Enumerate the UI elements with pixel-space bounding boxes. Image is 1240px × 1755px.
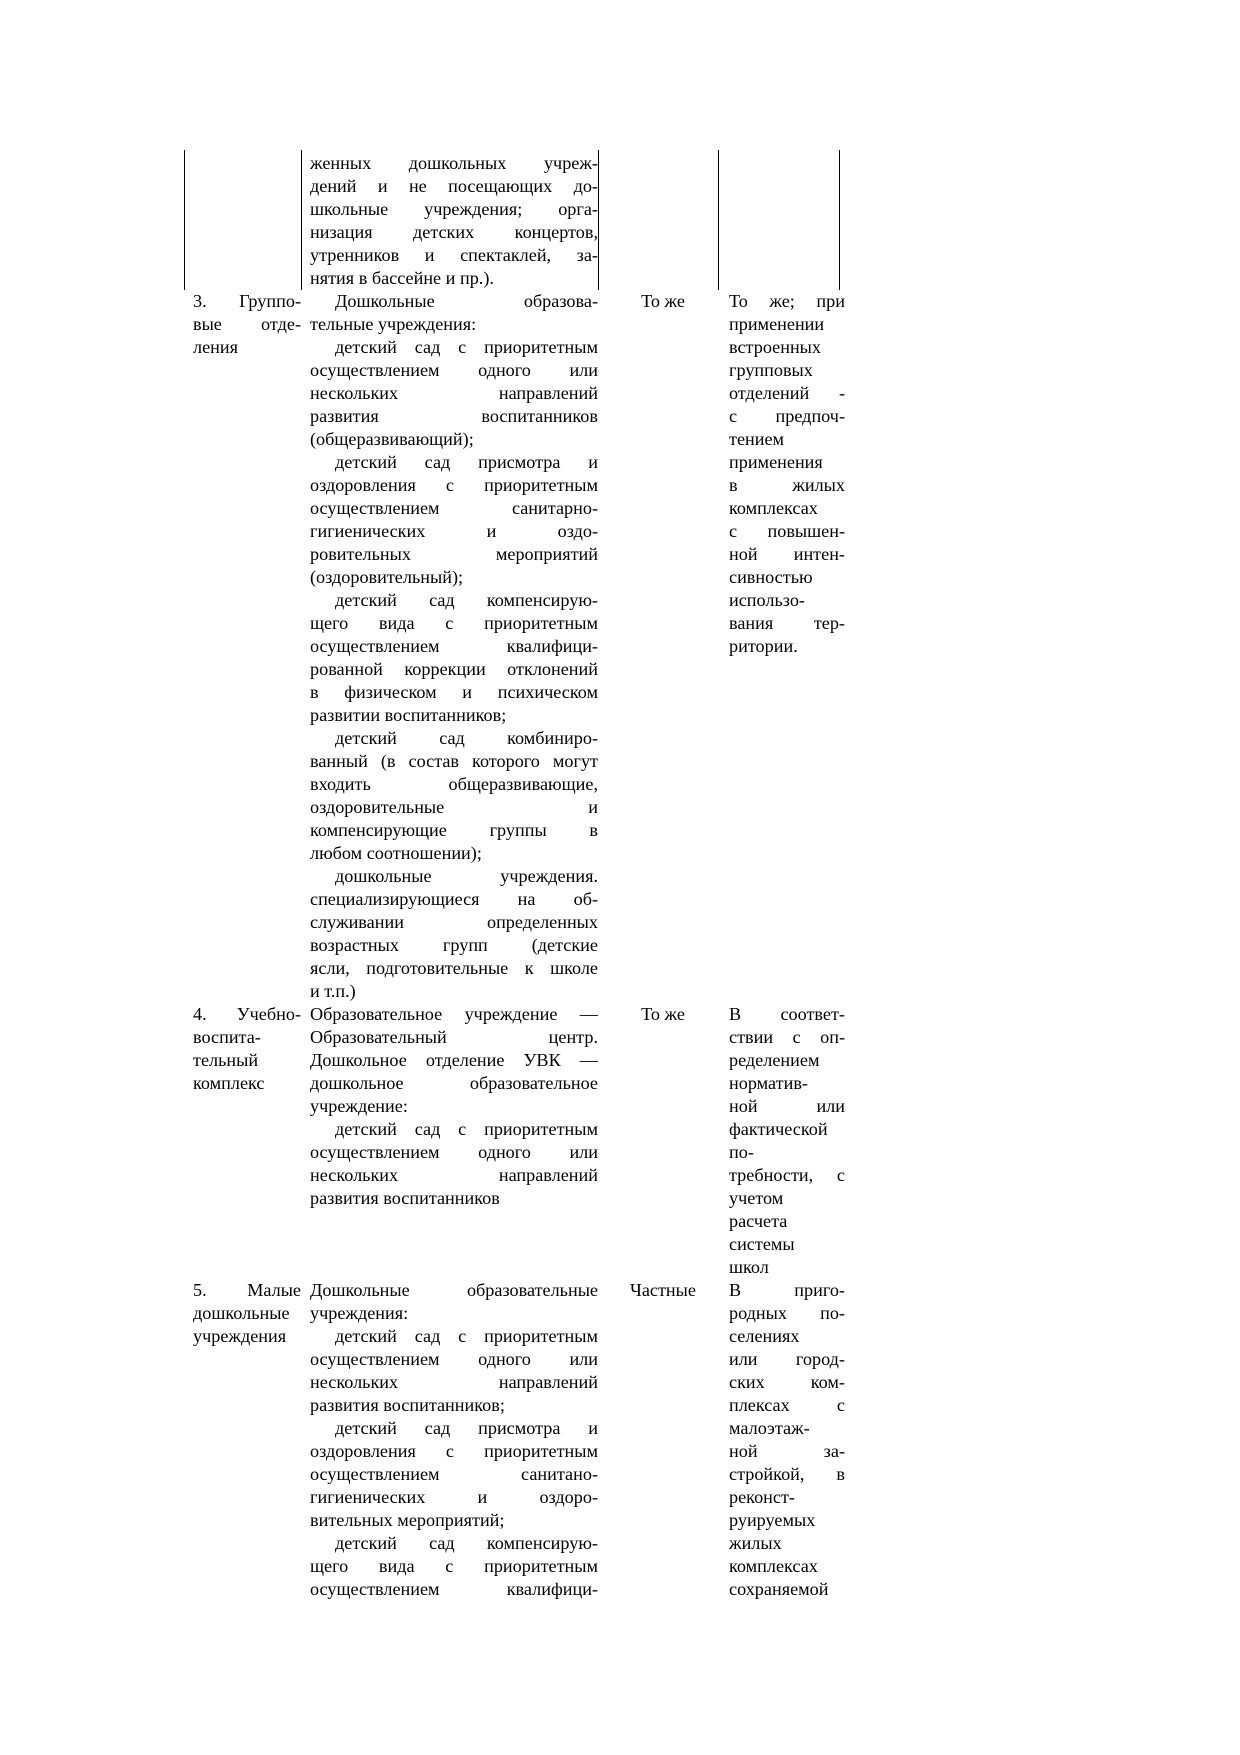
row-2-placement-note-line: ритории.: [729, 636, 798, 656]
row-3-placement-note-line: ределением: [729, 1050, 820, 1070]
row-3-name: [193, 1003, 301, 1095]
row-2-description-line: тельные учреждения:: [310, 314, 477, 334]
row-4-name-line: учреждения: [193, 1326, 287, 1346]
row-3-description-line: нескольких направлений: [310, 1165, 598, 1185]
row-2-placement-note-line: с повышен-: [729, 521, 845, 541]
row-2-description-line: специализирующиеся на об-: [310, 889, 598, 909]
row-4-placement-note: [729, 1279, 845, 1601]
row-3-name-line: 4. Учебно-: [193, 1004, 301, 1024]
row-4-placement-note-line: ских ком-: [729, 1372, 845, 1392]
row-3-description-line: дошкольное образовательное: [310, 1073, 598, 1093]
row-4-placement-note-line: сохраняемой: [729, 1579, 829, 1599]
row-4-placement-note-line: руируемых: [729, 1510, 816, 1530]
row-4-name-line: дошкольные: [193, 1303, 290, 1323]
row-3-name-line: комплекс: [193, 1073, 265, 1093]
row-2-name-line: вые отде-: [193, 314, 301, 334]
row-4-description: [310, 1279, 598, 1601]
row-4-placement-note-line: В приго-: [729, 1280, 845, 1300]
row-4-placement-note-line: малоэтаж-: [729, 1418, 810, 1438]
row-3-placement-note-line: системы: [729, 1234, 795, 1254]
row-1-description-line: утренников и спектаклей, за-: [310, 245, 598, 265]
row-3-description-line: детский сад с приоритетным: [335, 1119, 598, 1139]
row-2-placement-note-line: То же; при: [729, 291, 845, 311]
row-2-description-line: детский сад с приоритетным: [335, 337, 598, 357]
row-3-placement-note-line: учетом: [729, 1188, 784, 1208]
row-2-placement-note-line: в жилых: [729, 475, 845, 495]
row-1-description-line: женных дошкольных учреж-: [310, 153, 598, 173]
row-2-description-line: входить общеразвивающие,: [310, 774, 598, 794]
row-2-placement-note-line: сивностью: [729, 567, 813, 587]
row-4-name: [193, 1279, 301, 1348]
row-2-description-line: и т.п.): [310, 981, 356, 1001]
row-3-placement-note-line: ствии с оп-: [729, 1027, 845, 1047]
row-2-description-line: нескольких направлений: [310, 383, 598, 403]
row-1-description-line: школьные учреждения; орга-: [310, 199, 598, 219]
row-4-description-line: детский сад присмотра и: [335, 1418, 598, 1438]
row-2-placement-note-line: с предпоч-: [729, 406, 845, 426]
row-2-description-line: развитии воспитанников;: [310, 705, 507, 725]
row-2-ownership: То же: [641, 291, 685, 311]
row-3-placement-note-line: требности, с: [729, 1165, 845, 1185]
row-3-name-line: тельный: [193, 1050, 259, 1070]
row-3-description-line: осуществлением одного или: [310, 1142, 598, 1162]
row-2-description-line: оздоровительные и: [310, 797, 598, 817]
row-4-description-line: вительных мероприятий;: [310, 1510, 505, 1530]
row-4-description-line: Дошкольные образовательные: [310, 1280, 598, 1300]
table-border-right: [839, 150, 840, 290]
table-border-col2-left: [301, 150, 302, 290]
row-2-placement-note-line: ной интен-: [729, 544, 845, 564]
row-3-placement-note-line: расчета: [729, 1211, 788, 1231]
row-2-placement-note-line: групповых: [729, 360, 813, 380]
row-1-description-line: дений и не посещающих до-: [310, 176, 598, 196]
row-4-placement-note-line: ной за-: [729, 1441, 845, 1461]
row-4-placement-note-line: или город-: [729, 1349, 845, 1369]
row-2-name: [193, 290, 301, 359]
row-2-description-line: дошкольные учреждения.: [335, 866, 598, 886]
row-4-placement-note-line: стройкой, в: [729, 1464, 845, 1484]
row-4-placement-note-line: жилых: [729, 1533, 782, 1553]
row-2-description-line: гигиенических и оздо-: [310, 521, 598, 541]
row-2-description-line: детский сад компенсирую-: [335, 590, 598, 610]
row-1-description-line: нятия в бассейне и пр.).: [310, 268, 494, 288]
row-2-description-line: служивании определенных: [310, 912, 598, 932]
row-2-placement-note-line: комплексах: [729, 498, 818, 518]
row-2-description-line: в физическом и психическом: [310, 682, 598, 702]
row-2-placement-note-line: использо-: [729, 590, 805, 610]
row-3-placement-note-line: школ: [729, 1257, 769, 1277]
row-2-name-line: 3. Группо-: [193, 291, 301, 311]
row-4-description-line: детский сад с приоритетным: [335, 1326, 598, 1346]
row-2-description-line: (оздоровительный);: [310, 567, 464, 587]
row-3-placement-note-line: фактической: [729, 1119, 828, 1139]
row-4-description-line: оздоровления с приоритетным: [310, 1441, 598, 1461]
table-border-col4-left: [718, 150, 719, 290]
row-2-description-line: рованной коррекции отклонений: [310, 659, 598, 679]
row-2-description-line: ясли, подготовительные к школе: [310, 958, 598, 978]
row-2-description: [310, 290, 598, 1003]
row-4-placement-note-line: реконст-: [729, 1487, 795, 1507]
row-1-description-line: низация детских концертов,: [310, 222, 598, 242]
row-2-description-line: Дошкольные образова-: [335, 291, 598, 311]
row-3-placement-note: [729, 1003, 845, 1279]
row-2-description-line: ванный (в состав которого могут: [310, 751, 598, 771]
row-3-placement-note-line: В соответ-: [729, 1004, 845, 1024]
row-2-placement-note-line: вания тер-: [729, 613, 845, 633]
row-4-description-line: развития воспитанников;: [310, 1395, 505, 1415]
row-3-name-line: воспита-: [193, 1027, 261, 1047]
row-4-placement-note-line: селениях: [729, 1326, 800, 1346]
row-4-ownership: Частные: [630, 1280, 696, 1300]
row-2-description-line: детский сад комбиниро-: [335, 728, 598, 748]
row-2-description-line: любом соотношении);: [310, 843, 482, 863]
row-2-description-line: компенсирующие группы в: [310, 820, 598, 840]
row-2-placement-note: [729, 290, 845, 658]
row-2-description-line: осуществлением санитарно-: [310, 498, 598, 518]
row-3-placement-note-line: по-: [729, 1142, 754, 1162]
row-4-placement-note-line: родных по-: [729, 1303, 845, 1323]
row-2-description-line: (общеразвивающий);: [310, 429, 474, 449]
row-2-description-line: оздоровления с приоритетным: [310, 475, 598, 495]
row-4-description-line: щего вида с приоритетным: [310, 1556, 598, 1576]
row-3-description-line: Образовательное учреждение —: [310, 1004, 598, 1024]
row-4-description-line: нескольких направлений: [310, 1372, 598, 1392]
row-3-placement-note-line: ной или: [729, 1096, 845, 1116]
row-4-description-line: гигиенических и оздоро-: [310, 1487, 598, 1507]
row-4-description-line: осуществлением санитано-: [310, 1464, 598, 1484]
row-3-description: [310, 1003, 598, 1210]
row-3-description-line: Дошкольное отделение УВК —: [310, 1050, 598, 1070]
row-4-placement-note-line: комплексах: [729, 1556, 818, 1576]
table-border-col2-right: [598, 150, 599, 290]
row-4-name-line: 5. Малые: [193, 1280, 301, 1300]
row-2-description-line: развития воспитанников: [310, 406, 598, 426]
row-2-description-line: ровительных мероприятий: [310, 544, 598, 564]
row-2-placement-note-line: отделений -: [729, 383, 845, 403]
row-4-placement-note-line: плексах с: [729, 1395, 845, 1415]
row-2-placement-note-line: встроенных: [729, 337, 821, 357]
row-4-description-line: детский сад компенсирую-: [335, 1533, 598, 1553]
row-4-description-line: учреждения:: [310, 1303, 409, 1323]
row-1-description: [310, 152, 598, 290]
row-3-placement-note-line: норматив-: [729, 1073, 808, 1093]
row-2-placement-note-line: применении: [729, 314, 825, 334]
row-3-description-line: развития воспитанников: [310, 1188, 500, 1208]
row-3-description-line: Образовательный центр.: [310, 1027, 598, 1047]
row-4-description-line: осуществлением одного или: [310, 1349, 598, 1369]
row-4-description-line: осуществлением квалифици-: [310, 1579, 598, 1599]
row-2-name-line: ления: [193, 337, 238, 357]
row-2-description-line: возрастных групп (детские: [310, 935, 598, 955]
row-2-placement-note-line: применения: [729, 452, 823, 472]
row-3-ownership: То же: [641, 1004, 685, 1024]
row-2-description-line: детский сад присмотра и: [335, 452, 598, 472]
row-2-description-line: осуществлением одного или: [310, 360, 598, 380]
row-2-description-line: осуществлением квалифици-: [310, 636, 598, 656]
row-3-description-line: учреждение:: [310, 1096, 408, 1116]
table-border-left: [184, 150, 185, 290]
row-2-placement-note-line: тением: [729, 429, 785, 449]
row-2-description-line: щего вида с приоритетным: [310, 613, 598, 633]
